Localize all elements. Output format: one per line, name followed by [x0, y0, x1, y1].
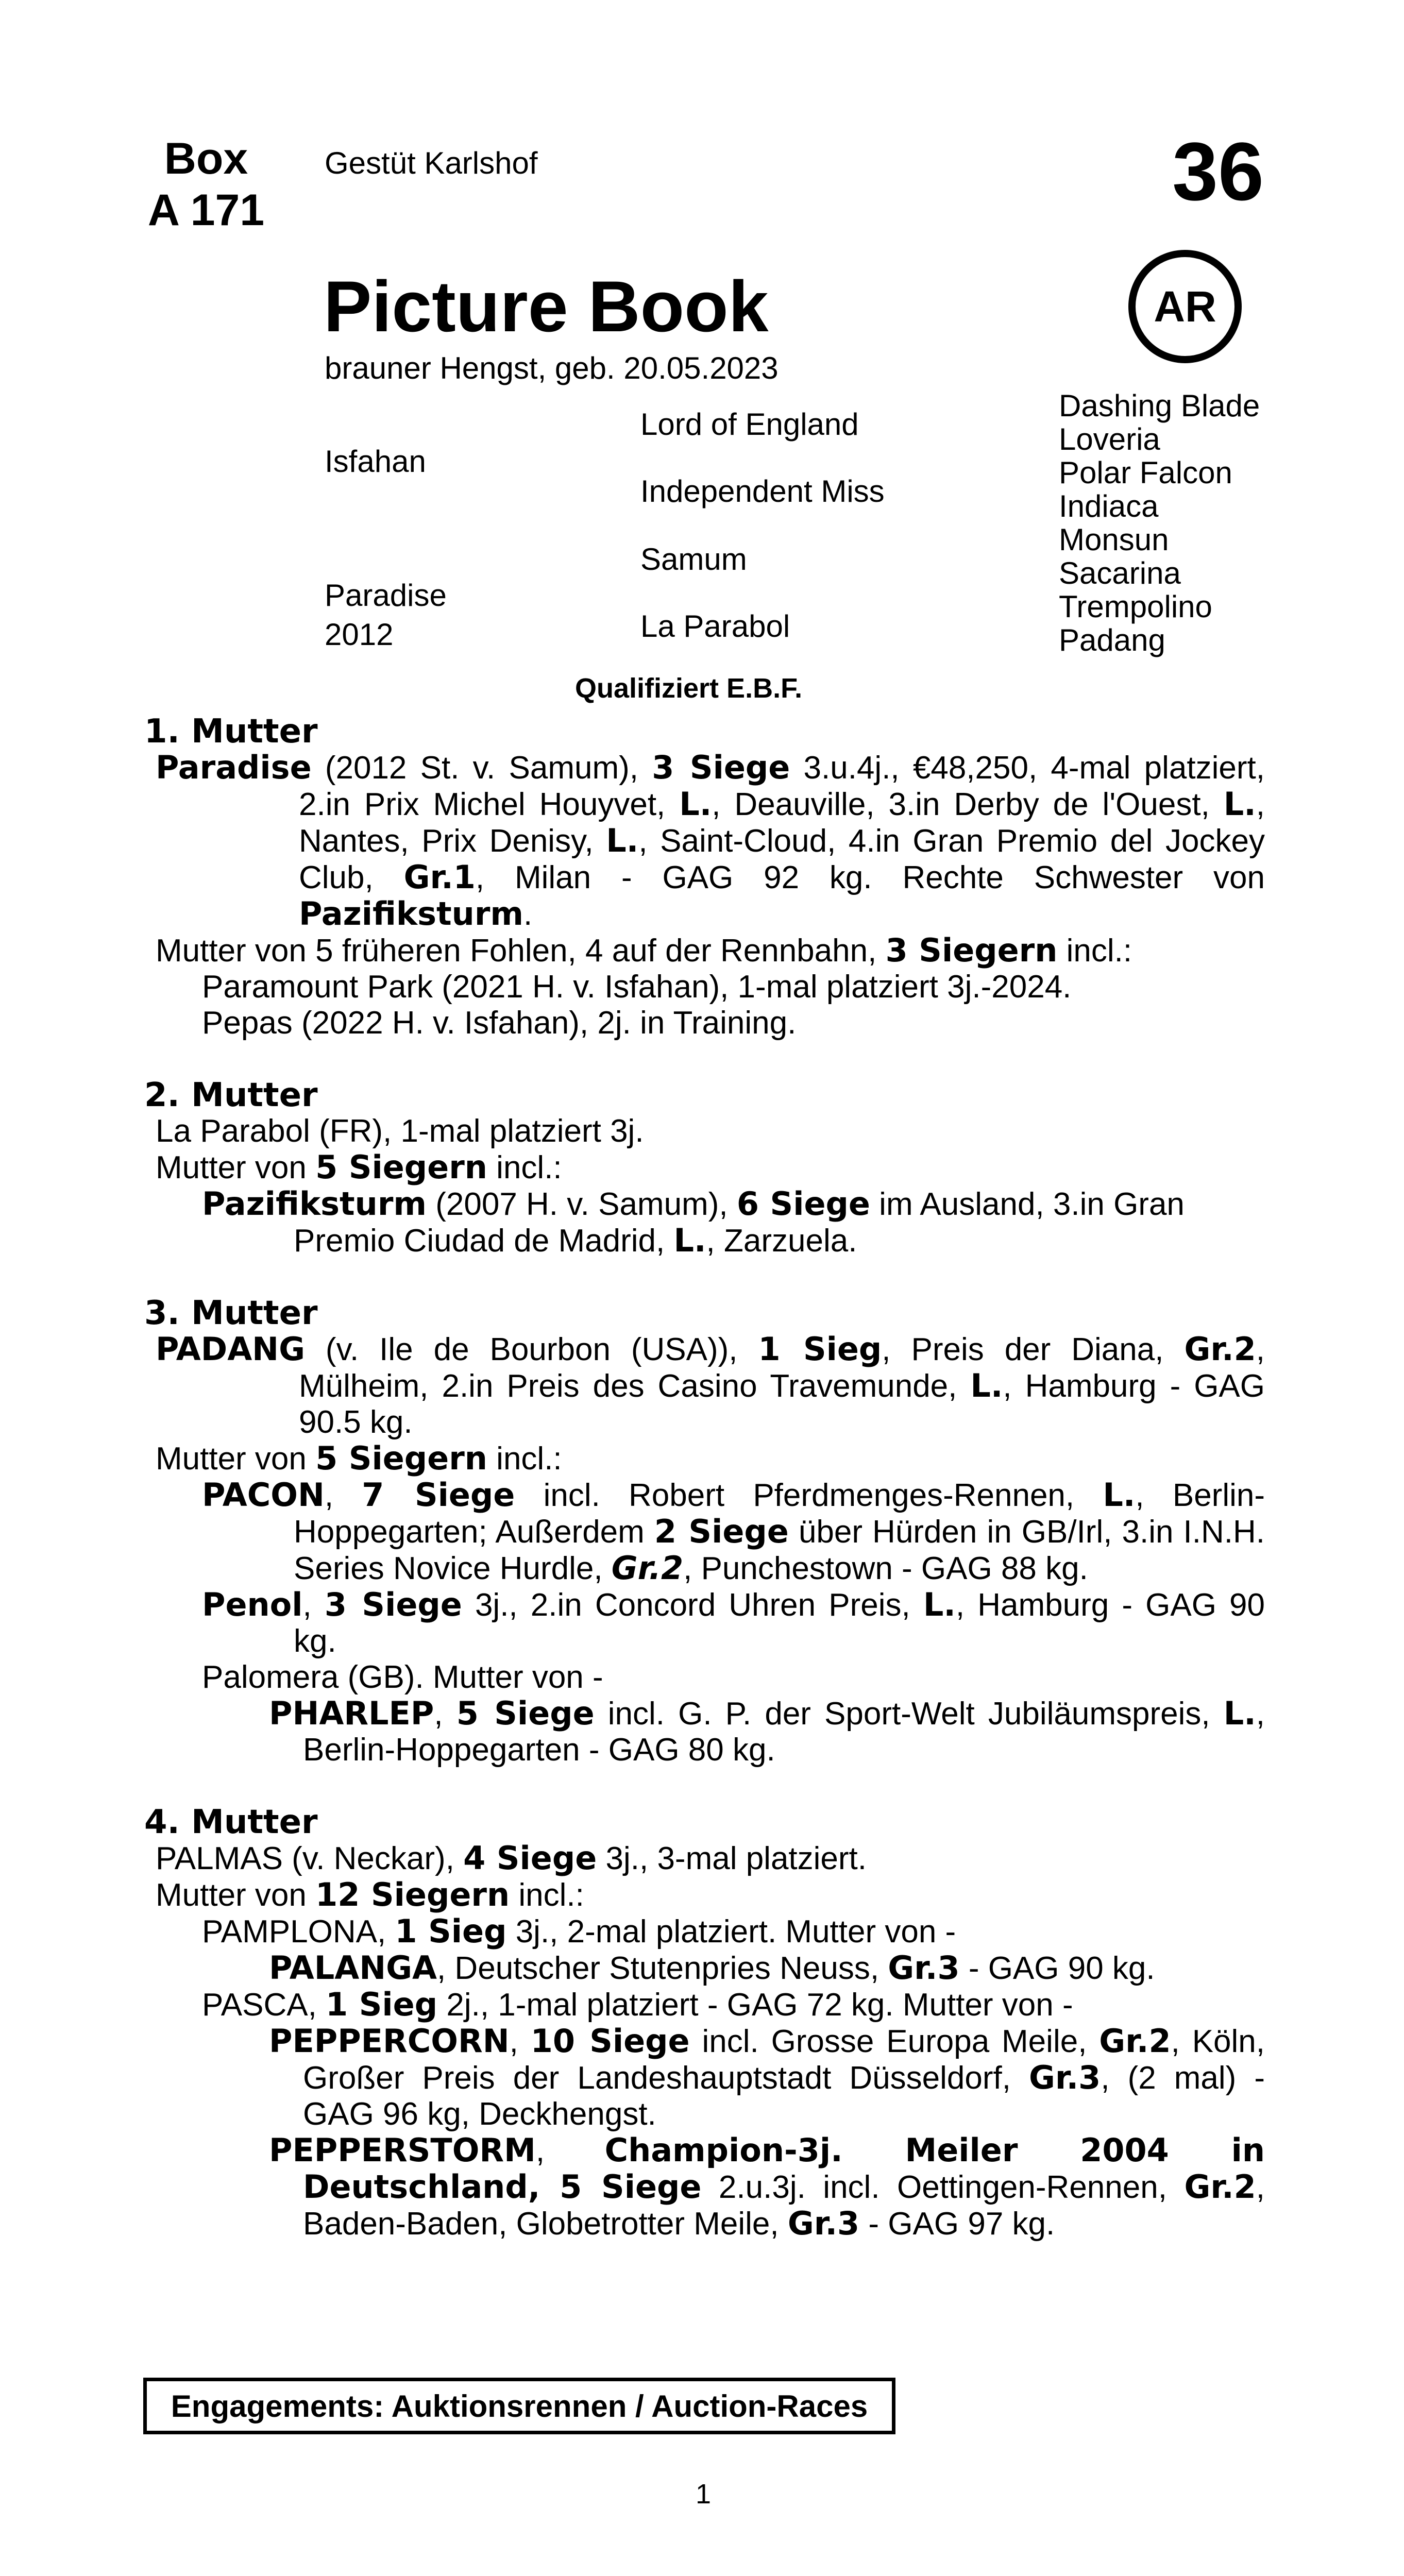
pedigree-grandparent: Dashing Blade [1059, 388, 1260, 423]
pedigree-grandparent: Polar Falcon [1059, 455, 1232, 490]
second-dam-foal: Pazifiksturm (2007 H. v. Samum), 6 Siege im Ausland, 3.in Gran Premio Ciudad de Madrid, L., Zarzuela. [202, 1185, 1185, 1259]
pedigree-grandparent: Loveria [1059, 422, 1160, 456]
box-line-1: Box [164, 134, 248, 183]
fourth-dam-foal: PAMPLONA, 1 Sieg 3j., 2-mal platziert. Mutter von - [202, 1912, 956, 1950]
fourth-dam-heading: 4. Mutter [144, 1803, 318, 1841]
page-number: 1 [696, 2479, 712, 2510]
pedigree-parent: Lord of England [640, 407, 859, 442]
second-dam-entry: La Parabol (FR), 1-mal platziert 3j. [156, 1113, 644, 1149]
pedigree-parent: La Parabol [640, 609, 790, 643]
first-dam-heading: 1. Mutter [144, 713, 318, 751]
pedigree-grandparent: Padang [1059, 623, 1165, 657]
breeder-name: Gestüt Karlshof [325, 146, 538, 180]
first-dam-entry: Paradise (2012 St. v. Samum), 3 Siege 3.u.4j., €48,250, 4-mal platziert, 2.in Prix Michel Houyvet, L., Deauville, 3.in Derby de l'Ouest, L., Nantes, Prix Denisy, L., Saint-Cloud, 4.in Gran Premio del Jockey Club, Gr.1, Milan - GAG 92 kg. Rechte Schwester von Pazifiksturm. [156, 749, 1265, 933]
third-dam-produce: Mutter von 5 Siegern incl.: [156, 1439, 562, 1477]
first-dam-produce: Mutter von 5 früheren Fohlen, 4 auf der Rennbahn, 3 Siegern incl.: [156, 931, 1132, 969]
lot-number: 36 [1172, 125, 1264, 217]
box-label [139, 133, 273, 236]
engagements-box [143, 2378, 895, 2434]
dam-line-text [144, 714, 1265, 2242]
fourth-dam-grandfoal: PALANGA, Deutscher Stutenpries Neuss, Gr.3 - GAG 90 kg. [269, 1949, 1155, 1987]
third-dam-foal: Penol, 3 Siege 3j., 2.in Concord Uhren Preis, L., Hamburg - GAG 90 kg. [202, 1586, 1265, 1659]
ar-badge [1128, 250, 1242, 363]
pedigree-grandparent: Sacarina [1059, 556, 1181, 590]
third-dam-grandfoal: PHARLEP, 5 Siege incl. G. P. der Sport-Welt Jubiläumspreis, L., Berlin-Hoppegarten - GAG 80 kg. [269, 1694, 1265, 1768]
pedigree-parent: Samum [640, 542, 747, 577]
pedigree-parent: Independent Miss [640, 474, 885, 509]
third-dam-heading: 3. Mutter [144, 1294, 318, 1332]
second-dam-heading: 2. Mutter [144, 1076, 318, 1114]
pedigree-dam-year: 2012 [325, 617, 394, 652]
pedigree-grandparents [1059, 389, 1260, 657]
horse-name: Picture Book [324, 266, 769, 347]
engagements-text: Engagements: Auktionsrennen / Auction-Races [171, 2388, 868, 2424]
third-dam-foal: PACON, 7 Siege incl. Robert Pferdmenges-Rennen, L., Berlin-Hoppegarten; Außerdem 2 Siege über Hürden in GB/Irl, 3.in I.N.H. Series Novice Hurdle, Gr.2, Punchestown - GAG 88 kg. [202, 1476, 1265, 1587]
fourth-dam-entry: PALMAS (v. Neckar), 4 Siege 3j., 3-mal platziert. [156, 1839, 867, 1877]
fourth-dam-foal: PASCA, 1 Sieg 2j., 1-mal platziert - GAG 72 kg. Mutter von - [202, 1986, 1073, 2023]
first-dam-foal: Pepas (2022 H. v. Isfahan), 2j. in Training. [202, 1005, 797, 1041]
fourth-dam-grandfoal: PEPPERCORN, 10 Siege incl. Grosse Europa Meile, Gr.2, Köln, Großer Preis der Landeshauptstadt Düsseldorf, Gr.3, (2 mal) - GAG 96 kg, Deckhengst. [269, 2022, 1265, 2132]
pedigree-grandparent: Monsun [1059, 522, 1169, 557]
third-dam-entry: PADANG (v. Ile de Bourbon (USA)), 1 Sieg, Preis der Diana, Gr.2, Mülheim, 2.in Preis des Casino Travemunde, L., Hamburg - GAG 90.5 kg. [156, 1330, 1265, 1440]
fourth-dam-produce: Mutter von 12 Siegern incl.: [156, 1876, 584, 1913]
ar-badge-text: AR [1154, 282, 1216, 331]
fourth-dam-grandfoal: PEPPERSTORM, Champion-3j. Meiler 2004 in Deutschland, 5 Siege 2.u.3j. incl. Oettingen-Rennen, Gr.2, Baden-Baden, Globetrotter Meile, Gr.3 - GAG 97 kg. [269, 2131, 1265, 2242]
pedigree-grandparent: Trempolino [1059, 589, 1212, 624]
second-dam-produce: Mutter von 5 Siegern incl.: [156, 1148, 562, 1186]
qualification: Qualifiziert E.B.F. [575, 673, 803, 704]
pedigree-sire: Isfahan [325, 444, 426, 479]
pedigree-grandparent: Indiaca [1059, 489, 1159, 523]
box-line-2: A 171 [147, 185, 265, 235]
third-dam-foal: Palomera (GB). Mutter von - [202, 1659, 603, 1695]
pedigree-dam: Paradise [325, 578, 447, 613]
first-dam-foal: Paramount Park (2021 H. v. Isfahan), 1-mal platziert 3j.-2024. [202, 969, 1072, 1005]
horse-description: brauner Hengst, geb. 20.05.2023 [325, 351, 779, 385]
